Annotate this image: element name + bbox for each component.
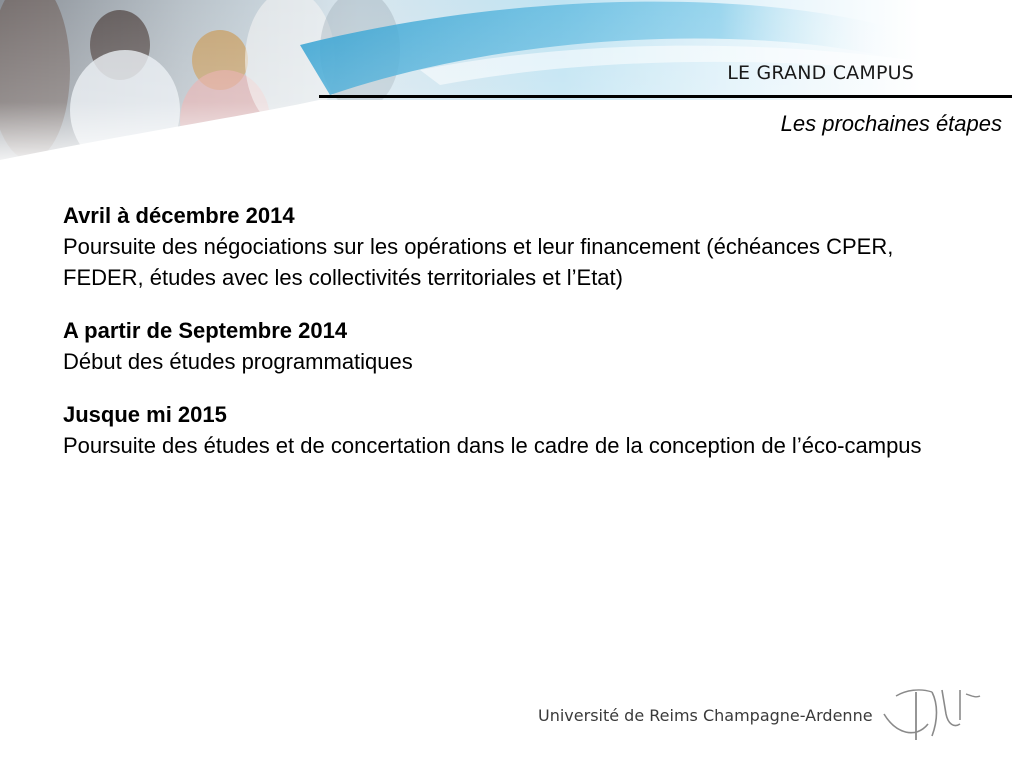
header-divider (319, 95, 1012, 98)
page-subtitle: Les prochaines étapes (780, 111, 1002, 136)
timeline-section (63, 200, 933, 293)
section-heading: Jusque mi 2015 (63, 402, 227, 427)
banner-photo (0, 0, 1024, 170)
section-text: Poursuite des études et de concertation dans le cadre de la conception de l’éco-campus (63, 433, 922, 458)
section-text: Poursuite des négociations sur les opérations et leur financement (échéances CPER, FEDER, études avec les collectivités territoriales et l’Etat) (63, 234, 894, 290)
university-name: Université de Reims Champagne-Ardenne (538, 706, 873, 725)
page-title: LE GRAND CAMPUS (727, 62, 914, 84)
footer (538, 684, 998, 754)
timeline-content (63, 200, 933, 483)
section-text: Début des études programmatiques (63, 349, 413, 374)
timeline-section (63, 315, 933, 377)
urca-logo-icon (876, 684, 986, 750)
section-heading: A partir de Septembre 2014 (63, 318, 348, 343)
timeline-section (63, 399, 933, 461)
section-heading: Avril à décembre 2014 (63, 203, 295, 228)
header-banner (0, 0, 1024, 170)
